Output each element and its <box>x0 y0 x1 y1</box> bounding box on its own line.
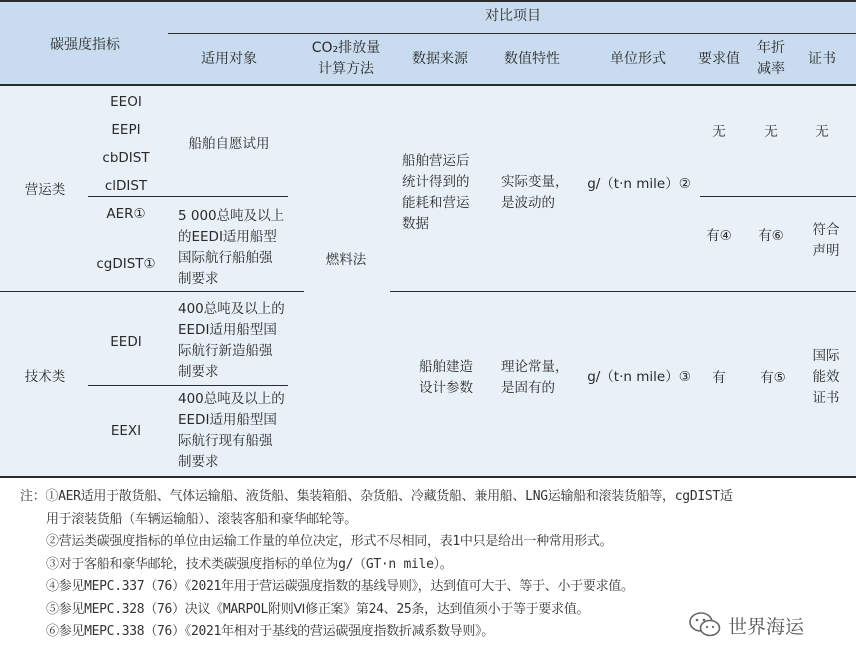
rule <box>700 196 856 197</box>
header-calc-method: CO₂排放量 计算方法 <box>311 40 381 77</box>
calc-method-fuel: 燃料法 <box>325 252 367 268</box>
requirement-yes: 有④ <box>706 228 732 244</box>
note-line: ③对于客船和豪华邮轮，技术类碳强度指标的单位为g/（GT·n mile）。 <box>46 556 453 572</box>
indicator-eexi: EEXI <box>110 423 142 439</box>
note-line: ②营运类碳强度指标的单位由运输工作量的单位决定，形式不尽相同，表1中只是给出一种常用形式。 <box>46 534 613 549</box>
scope-eedi: 400总吨及以上的 EEDI适用船型国 际航行新造船强 制要求 <box>178 301 285 380</box>
scope-mandatory-operational: 5 000总吨及以上 的EEDI适用船型 国际航行船舶强 制要求 <box>178 208 285 287</box>
indicator-cldist: clDIST <box>104 178 148 194</box>
data-source-operational: 船舶营运后 统计得到的 能耗和营运 数据 <box>402 153 470 232</box>
data-source-technical: 船舶建造 设计参数 <box>419 359 473 396</box>
rule <box>390 291 856 292</box>
unit-technical: g/（t·n mile）③ <box>587 369 691 385</box>
rate-yes: 有⑥ <box>758 228 784 244</box>
header-data-source: 数据来源 <box>412 51 468 67</box>
certificate-none: 无 <box>815 124 829 140</box>
note-line: 用于滚装货船（车辆运输船）、滚装客船和豪华邮轮等。 <box>46 511 358 527</box>
indicator-cbdist: cbDIST <box>102 150 150 166</box>
rule <box>88 385 288 386</box>
note-line: ⑤参见MEPC.328（76）决议《MARPOL附则Ⅵ修正案》第24、25条，达到值须小于等于要求值。 <box>46 601 590 617</box>
rate-none: 无 <box>764 124 778 140</box>
header-requirement: 要求值 <box>698 51 740 67</box>
header-scope: 适用对象 <box>201 51 257 67</box>
wechat-icon <box>688 610 722 640</box>
rule <box>0 476 856 478</box>
rule <box>0 84 856 86</box>
watermark-text: 世界海运 <box>728 615 805 638</box>
rate-technical: 有⑤ <box>760 370 786 386</box>
certificate-compliance: 符合 声明 <box>812 222 840 259</box>
rule <box>0 0 856 2</box>
value-nature-operational: 实际变量， 是波动的 <box>501 174 569 211</box>
header-compare-group: 对比项目 <box>485 8 541 24</box>
unit-operational: g/（t·n mile）② <box>587 176 691 192</box>
requirement-none: 无 <box>712 124 726 140</box>
header-value-nature: 数值特性 <box>504 51 560 67</box>
header-annual-rate: 年折 减率 <box>757 40 785 77</box>
indicator-eeoi: EEOI <box>110 94 142 110</box>
header-certificate: 证书 <box>808 51 836 67</box>
header-indicator: 碳强度指标 <box>50 37 120 53</box>
rule <box>0 291 304 292</box>
indicator-eepi: EEPI <box>111 122 141 138</box>
note-line: ⑥参见MEPC.338（76）《2021年相对于基线的营运碳强度指数折减系数导则》。 <box>46 624 494 639</box>
note-line: 注：①AER适用于散货船、气体运输船、液货船、集装箱船、杂货船、冷藏货船、兼用船、LNG运输船和滚装货船等，cgDIST适 <box>20 489 733 504</box>
watermark <box>688 610 804 640</box>
header-unit: 单位形式 <box>610 51 666 67</box>
scope-voluntary: 船舶自愿试用 <box>188 136 270 152</box>
indicator-aer: AER① <box>106 206 146 222</box>
category-operational: 营运类 <box>24 182 66 198</box>
requirement-technical: 有 <box>712 370 726 386</box>
indicator-eedi: EEDI <box>110 334 142 350</box>
indicator-cgdist: cgDIST① <box>96 256 156 272</box>
note-line: ④参见MEPC.337（76）《2021年用于营运碳强度指数的基线导则》，达到值可大于、等于、小于要求值。 <box>46 579 634 594</box>
value-nature-technical: 理论常量， 是固有的 <box>501 359 569 396</box>
category-technical: 技术类 <box>24 369 66 385</box>
scope-eexi: 400总吨及以上的 EEDI适用船型国 际航行现有船强 制要求 <box>178 391 285 470</box>
certificate-energy-efficiency: 国际 能效 证书 <box>812 348 840 406</box>
rule <box>168 33 856 34</box>
